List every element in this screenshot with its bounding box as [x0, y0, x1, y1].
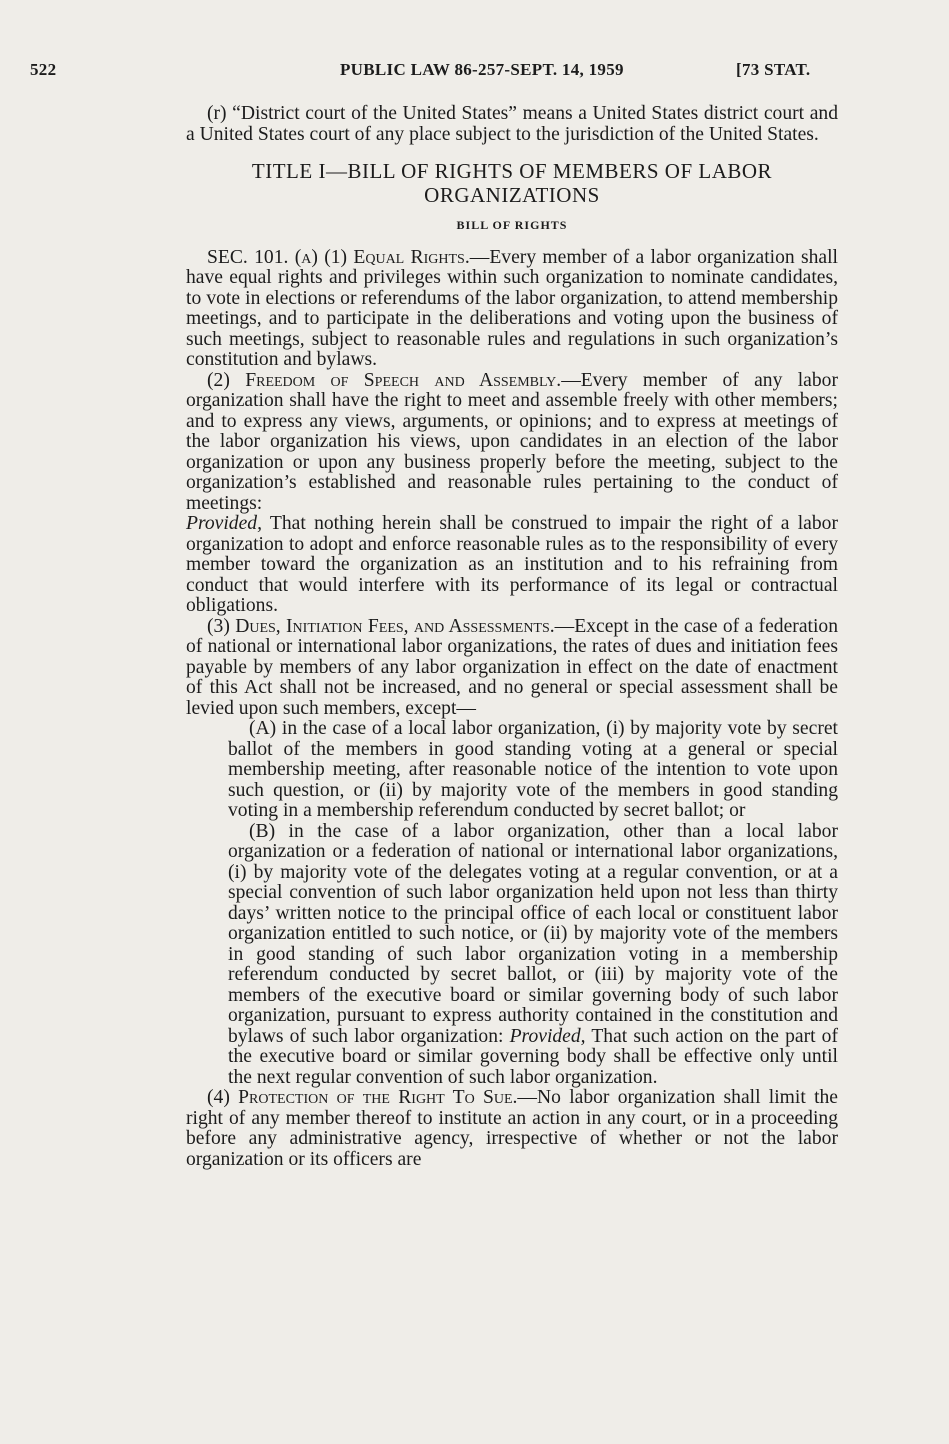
title-heading: TITLE I—BILL OF RIGHTS OF MEMBERS OF LABOR ORGANIZATIONS: [251, 159, 773, 207]
page-number: 522: [30, 60, 57, 79]
paragraph-2-text2: That nothing herein shall be construed to impair the right of a labor organization to adopt and enforce reasonable rules as to the responsibility of every member toward the organization as an institution and to his refraining from conduct that would interfere with its performance of its legal or contractual obligations.: [186, 513, 838, 616]
document-body: [186, 104, 838, 1170]
paragraph-B-text1: (B) in the case of a labor organization, other than a local labor organization or a federation of national or international labor organizations, (i) by majority vote of the delegates voting at a regular convention, or at a special convention of such labor organization held upon not less than thirty days’ written notice to the principal office of each local or constituent labor organization entitled to such notice, or (ii) by majority vote of the members in good standing of such labor organization voting in a membership referendum conducted by secret ballot, or (iii) by majority vote of the members of the executive board or similar governing body of such labor organization, pursuant to express authority contained in the constitution and bylaws of such labor organization:: [228, 820, 838, 1047]
paragraph-3: [186, 617, 838, 720]
paragraph-4: [186, 1088, 838, 1170]
paragraph-B-text2: That such action on the part of the executive board or similar governing body shall be effective only until the next regular convention of such labor organization.: [228, 1025, 838, 1088]
paragraph-4-lead: (4): [207, 1087, 230, 1108]
section-subheading: BILL OF RIGHTS: [456, 218, 568, 232]
paragraph-B-provided: Provided,: [509, 1025, 586, 1047]
paragraph-2: [186, 371, 838, 617]
paragraph-2-provided: Provided,: [186, 513, 262, 534]
paragraph-A: (A) in the case of a local labor organization, (i) by majority vote by secret ballot of the members in good standing voting at a general or special membership meeting, after reasonable notice of the intention to vote upon such question, or (ii) by majority vote of the members in good standing voting in a membership referendum conducted by secret ballot; or: [228, 718, 838, 821]
paragraph-r: (r) “District court of the United States” means a United States district court and a United States court of any place subject to the jurisdiction of the United States.: [186, 103, 838, 145]
paragraph-4-text: —No labor organization shall limit the right of any member thereof to institute an action in any court, or in a proceeding before any administrative agency, irrespective of whether or not the labor organization or its officers are: [186, 1087, 839, 1170]
paragraph-2-text1: —Every member of any labor organization shall have the right to meet and assemble freely with other members; and to express any views, arguments, or opinions; and to express at meetings of the labor organization his views, upon candidates in an election of the labor organization or upon any business properly before the meeting, subject to the organization’s established and reasonable rules pertaining to the conduct of meetings:: [186, 369, 838, 514]
paragraph-2-lead: (2): [207, 369, 230, 391]
paragraph-3-lead: (3): [207, 615, 230, 637]
freedom-speech-heading: Freedom of Speech and Assembly.: [245, 369, 562, 391]
equal-rights-heading: Equal Rights.: [353, 246, 470, 268]
section-101-paragraph: [186, 248, 838, 371]
right-to-sue-heading: Protection of the Right To Sue.: [238, 1087, 518, 1108]
paragraph-B: [186, 822, 838, 1089]
running-header: PUBLIC LAW 86-257-SEPT. 14, 1959: [340, 60, 624, 79]
section-101-lead: SEC. 101. (a) (1): [207, 246, 348, 268]
statute-reference: [73 STAT.: [736, 60, 811, 79]
paragraph-3-text: —Except in the case of a federation of national or international labor organizations, the rates of dues and initiation fees payable by members of any labor organization in effect on the date of enactment of this Act shall not be increased, and no general or special assessment shall be levied upon such members, except—: [186, 615, 838, 719]
section-101-text: —Every member of a labor organization shall have equal rights and privileges within such organization to nominate candidates, to vote in elections or referendums of the labor organization, to attend membership meetings, and to participate in the deliberations and voting upon the business of such meetings, subject to reasonable rules and regulations in such organization’s constitution and bylaws.: [186, 246, 839, 370]
dues-heading: Dues, Initiation Fees, and Assessments.: [235, 615, 555, 637]
